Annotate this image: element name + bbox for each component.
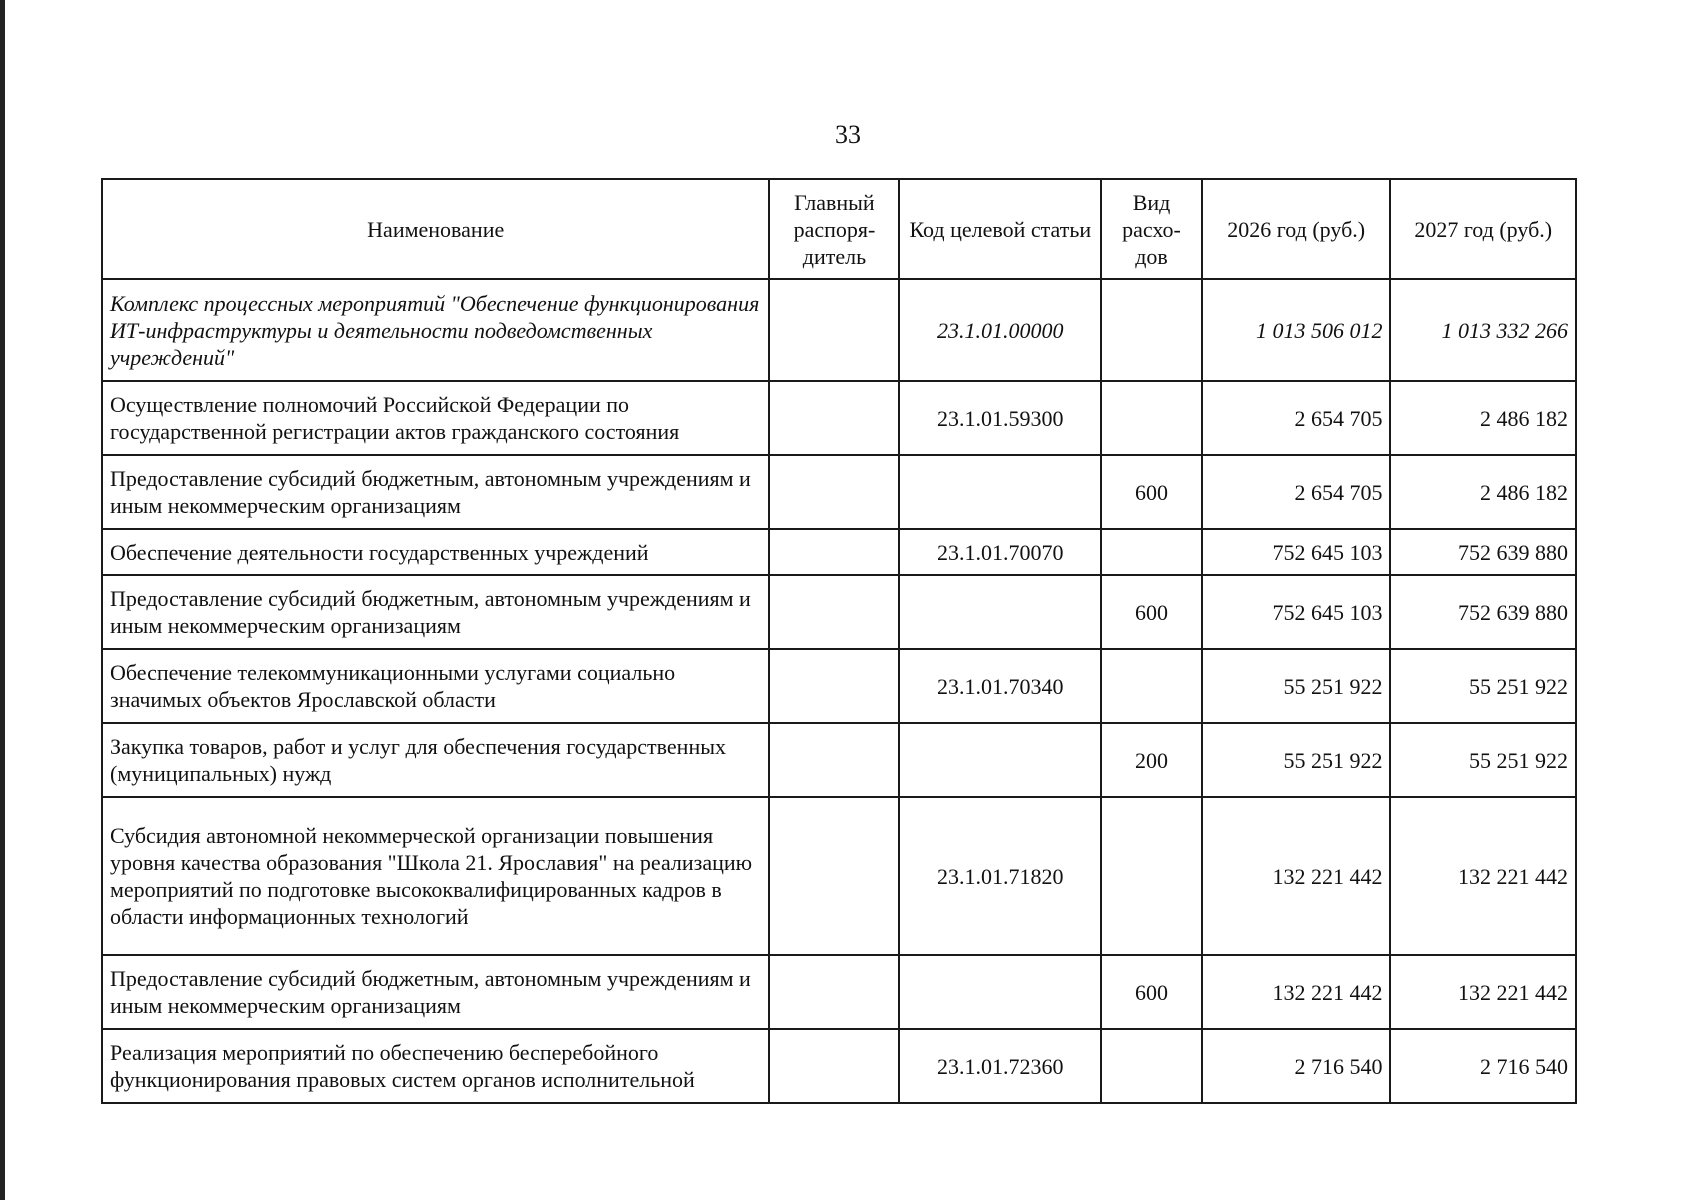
cell-2027: 55 251 922 [1390,723,1576,797]
cell-admin [769,723,899,797]
header-2027: 2027 год (руб.) [1390,179,1576,279]
cell-2027: 55 251 922 [1390,649,1576,723]
cell-2027: 132 221 442 [1390,955,1576,1029]
cell-2026: 2 654 705 [1202,381,1391,455]
cell-name: Предоставление субсидий бюджетным, автономным учреждениям и иным некоммерческим организациям [102,455,769,529]
cell-2027: 2 486 182 [1390,455,1576,529]
table-row [102,723,1576,797]
cell-admin [769,797,899,955]
header-expense-type: Вид расхо-дов [1101,179,1202,279]
cell-expense-type: 600 [1101,575,1202,649]
cell-admin [769,529,899,575]
cell-code: 23.1.01.72360 [899,1029,1101,1103]
table-row [102,381,1576,455]
cell-2026: 132 221 442 [1202,797,1391,955]
cell-name: Обеспечение деятельности государственных учреждений [102,529,769,575]
cell-2026: 55 251 922 [1202,723,1391,797]
cell-name: Обеспечение телекоммуникационными услугами социально значимых объектов Ярославской области [102,649,769,723]
cell-name: Предоставление субсидий бюджетным, автономным учреждениям и иным некоммерческим организациям [102,955,769,1029]
header-code: Код целевой статьи [899,179,1101,279]
cell-name: Закупка товаров, работ и услуг для обеспечения государственных (муниципальных) нужд [102,723,769,797]
cell-name: Осуществление полномочий Российской Федерации по государственной регистрации актов гражданского состояния [102,381,769,455]
cell-admin [769,1029,899,1103]
cell-expense-type: 600 [1101,455,1202,529]
cell-expense-type [1101,279,1202,381]
header-admin: Главный распоря-дитель [769,179,899,279]
cell-admin [769,455,899,529]
cell-name: Реализация мероприятий по обеспечению бесперебойного функционирования правовых систем органов исполнительной [102,1029,769,1103]
cell-code: 23.1.01.70070 [899,529,1101,575]
cell-admin [769,575,899,649]
cell-code [899,723,1101,797]
scan-left-edge [0,0,5,1200]
table-row [102,797,1576,955]
table-row [102,649,1576,723]
table-header-row [102,179,1576,279]
cell-expense-type: 600 [1101,955,1202,1029]
table-row [102,279,1576,381]
table-row [102,455,1576,529]
cell-code [899,955,1101,1029]
cell-2027: 752 639 880 [1390,575,1576,649]
page-number: 33 [835,120,861,149]
cell-expense-type: 200 [1101,723,1202,797]
cell-expense-type [1101,797,1202,955]
cell-name: Предоставление субсидий бюджетным, автономным учреждениям и иным некоммерческим организациям [102,575,769,649]
cell-2027: 132 221 442 [1390,797,1576,955]
cell-2027: 752 639 880 [1390,529,1576,575]
cell-code: 23.1.01.59300 [899,381,1101,455]
cell-code [899,455,1101,529]
cell-code [899,575,1101,649]
cell-2027: 2 486 182 [1390,381,1576,455]
cell-2026: 2 654 705 [1202,455,1391,529]
budget-table [101,178,1577,1104]
cell-2026: 752 645 103 [1202,529,1391,575]
cell-admin [769,955,899,1029]
cell-name: Субсидия автономной некоммерческой организации повышения уровня качества образования "Школа 21. Ярославия" на реализацию мероприятий по подготовке высококвалифицированных кадров в области информационных технологий [102,797,769,955]
cell-2026: 752 645 103 [1202,575,1391,649]
cell-admin [769,381,899,455]
cell-code: 23.1.01.00000 [899,279,1101,381]
header-name: Наименование [102,179,769,279]
cell-2026: 132 221 442 [1202,955,1391,1029]
table-row [102,1029,1576,1103]
cell-2027: 2 716 540 [1390,1029,1576,1103]
cell-2026: 1 013 506 012 [1202,279,1391,381]
cell-expense-type [1101,381,1202,455]
cell-expense-type [1101,649,1202,723]
cell-admin [769,649,899,723]
table-row [102,955,1576,1029]
cell-2027: 1 013 332 266 [1390,279,1576,381]
cell-name: Комплекс процессных мероприятий "Обеспечение функционирования ИТ-инфраструктуры и деятельности подведомственных учреждений" [102,279,769,381]
table-row [102,575,1576,649]
cell-expense-type [1101,1029,1202,1103]
cell-code: 23.1.01.70340 [899,649,1101,723]
cell-2026: 2 716 540 [1202,1029,1391,1103]
cell-admin [769,279,899,381]
cell-code: 23.1.01.71820 [899,797,1101,955]
cell-expense-type [1101,529,1202,575]
table-row [102,529,1576,575]
cell-2026: 55 251 922 [1202,649,1391,723]
header-2026: 2026 год (руб.) [1202,179,1391,279]
